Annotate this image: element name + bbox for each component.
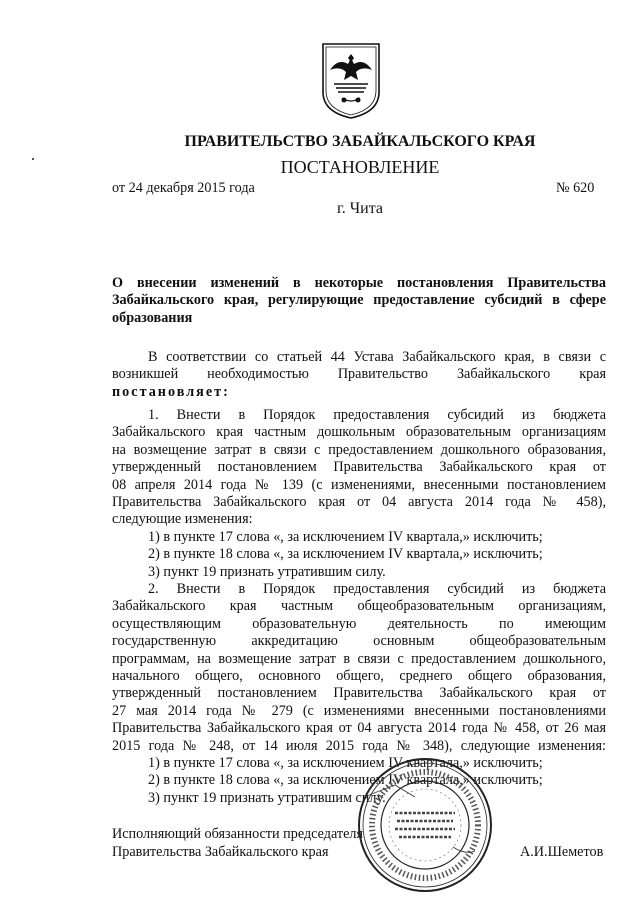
item-line: Правительства Забайкальского края от 04 августа 2014 года № 458),: [112, 494, 606, 511]
item-line: программам, на возмещение затрат в связи с предоставлением дошкольного,: [112, 650, 606, 667]
coat-of-arms-emblem: [318, 40, 384, 120]
item-line: следующие изменения:: [112, 511, 253, 528]
sub-item: 3) пункт 19 признать утратившим силу.: [148, 563, 386, 580]
item-1: [112, 407, 606, 581]
title-line: О внесении изменений в некоторые постановления Правительства: [112, 275, 606, 291]
item-line: Забайкальского края частным общеобразовательным организациям,: [112, 598, 606, 615]
sub-item: 1) в пункте 17 слова «, за исключением IV квартала,» исключить;: [148, 528, 543, 545]
document-number: № 620: [556, 180, 595, 196]
sub-item: 3) пункт 19 признать утратившим силу.: [148, 789, 386, 806]
signatory-organization: Правительства Забайкальского края: [112, 844, 329, 860]
item-line: утвержденный постановлением Правительства Забайкальского края от: [112, 459, 606, 476]
item-line: Забайкальского края частным дошкольным образовательным организациям: [112, 424, 606, 441]
item-line: осуществляющим образовательную деятельность по имеющим: [112, 615, 606, 632]
item-line: 27 мая 2014 года № 279 (с изменениями внесенными постановлениями: [112, 702, 606, 719]
document-type: ПОСТАНОВЛЕНИЕ: [280, 157, 440, 177]
signatory-position: Исполняющий обязанности председателя: [112, 826, 363, 842]
preamble-line: В соответствии со статьей 44 Устава Забайкальского края, в связи с: [148, 349, 606, 365]
item-line: 1. Внести в Порядок предоставления субсидий из бюджета: [148, 407, 606, 423]
item-line: 2. Внести в Порядок предоставления субсидий из бюджета: [148, 581, 606, 597]
preamble-line: возникшей необходимостью Правительство Забайкальского края: [112, 366, 606, 383]
item-line: Правительства Забайкальского края от 04 августа 2014 года № 458, от 26 мая: [112, 720, 606, 737]
sub-item: 2) в пункте 18 слова «, за исключением IV квартала,» исключить;: [148, 546, 543, 563]
preamble: [112, 349, 606, 401]
item-line: государственную аккредитацию основным общеобразовательным: [112, 633, 606, 650]
title-line: Забайкальского края, регулирующие предоставление субсидий в сфере: [112, 292, 606, 309]
document-date: от 24 декабря 2015 года: [112, 180, 255, 196]
item-line: утвержденный постановлением Правительства Забайкальского края от: [112, 685, 606, 702]
official-round-stamp: [355, 755, 495, 895]
sub-item: 2) в пункте 18 слова «, за исключением IV квартала,» исключить;: [148, 772, 543, 789]
item-line: 08 апреля 2014 года № 139 (с изменениями, внесенными постановлением: [112, 476, 606, 493]
item-line: на возмещение затрат в связи с предоставлением дошкольного образования,: [112, 441, 606, 458]
city-name: г. Чита: [336, 200, 383, 217]
title-line: образования: [112, 309, 193, 326]
government-title: ПРАВИТЕЛЬСТВО ЗАБАЙКАЛЬСКОГО КРАЯ: [184, 133, 536, 150]
item-line: начального общего, основного общего, среднего общего образования,: [112, 668, 606, 685]
document-title: [112, 275, 606, 327]
item-line: 2015 года № 248, от 14 июля 2015 года № 348), следующие изменения:: [112, 737, 606, 754]
sub-item: 1) в пункте 17 слова «, за исключением IV квартала,» исключить;: [148, 755, 543, 772]
decree-word: постановляет:: [112, 383, 230, 400]
signatory-name: А.И.Шеметов: [520, 844, 604, 860]
